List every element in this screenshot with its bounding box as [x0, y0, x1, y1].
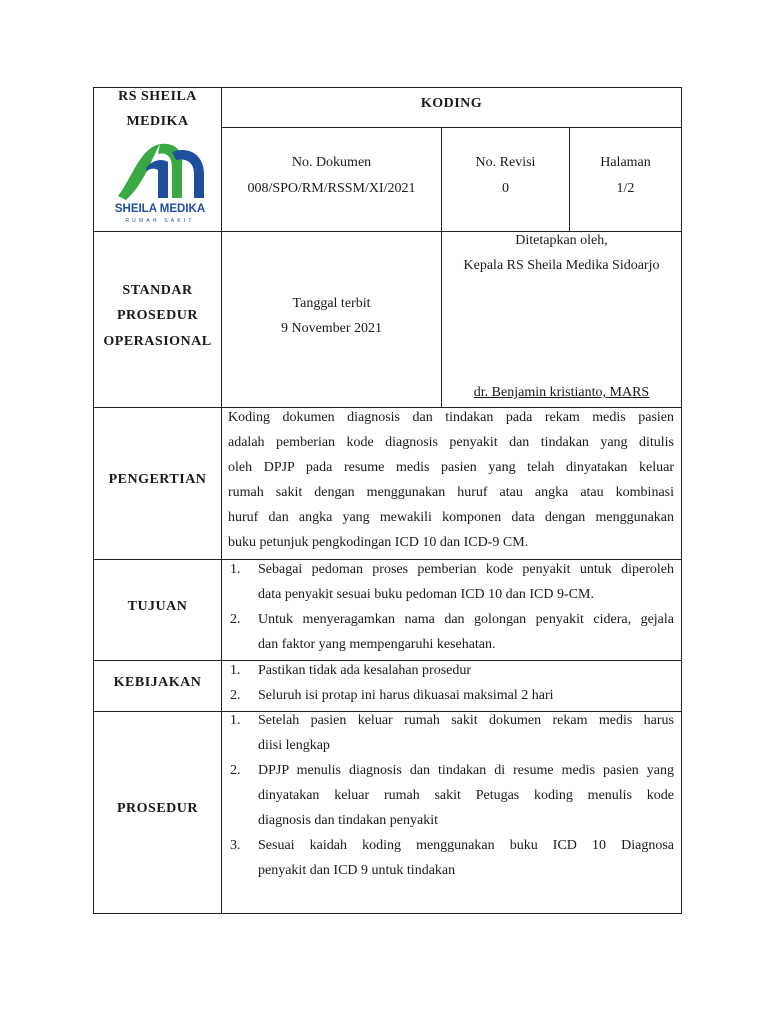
tujuan-item-line: Untuk menyeragamkan nama dan golongan penyakit cidera, gejala: [258, 612, 674, 627]
border-left: [93, 87, 94, 914]
prosedur-item-line: penyakit dan ICD 9 untuk tindakan: [258, 863, 456, 878]
pengertian-line: oleh DPJP pada resume medis pasien yang telah dinyatakan keluar: [228, 460, 674, 475]
prosedur-item-line: DPJP menulis diagnosis dan tindakan di resume medis pasien yang: [258, 763, 674, 778]
pengertian-line: adalah pemberian kode diagnosis penyakit dan tindakan yang ditulis: [228, 435, 674, 450]
tujuan-item-number: 2.: [230, 612, 241, 627]
prosedur-item-number: 2.: [230, 763, 241, 778]
logo-text: SHEILA MEDIKA: [114, 203, 206, 215]
no-dokumen-value: 008/SPO/RM/RSSM/XI/2021: [247, 181, 416, 196]
kebijakan-item-line: Pastikan tidak ada kesalahan prosedur: [258, 663, 472, 678]
prosedur-item-line: diagnosis dan tindakan penyakit: [258, 813, 439, 828]
kebijakan-item-line: Seluruh isi protap ini harus dikuasai maksimal 2 hari: [258, 688, 554, 703]
hospital-logo: [112, 138, 208, 228]
tujuan-item-line: data penyakit sesuai buku pedoman ICD 10 dan ICD 9-CM.: [258, 587, 594, 602]
ditetapkan-oleh: Ditetapkan oleh,: [515, 233, 608, 248]
prosedur-item-line: Setelah pasien keluar rumah sakit dokumen rekam medis harus: [258, 713, 674, 728]
pengertian-line: Koding dokumen diagnosis dan tindakan pada rekam medis pasien: [228, 410, 674, 425]
document-title: KODING: [420, 96, 483, 111]
no-revisi-value: 0: [502, 181, 509, 196]
ditetapkan-jabatan: Kepala RS Sheila Medika Sidoarjo: [463, 258, 660, 273]
tanggal-terbit-value: 9 November 2021: [280, 321, 383, 336]
prosedur-item-line: Sesuai kaidah koding menggunakan buku ICD 10 Diagnosa: [258, 838, 674, 853]
tujuan-item-line: Sebagai pedoman proses pemberian kode penyakit untuk diperoleh: [258, 562, 674, 577]
pengertian-line: rumah sakit dengan menggunakan huruf atau angka atau kombinasi: [228, 485, 674, 500]
kebijakan-label: KEBIJAKAN: [113, 675, 202, 690]
spo-label-line1: STANDAR: [122, 283, 193, 298]
prosedur-item-line: dinyatakan keluar rumah sakit Petugas koding menulis kode: [258, 788, 674, 803]
pengertian-line: huruf dan angka yang mewakili komponen data dengan menggunakan: [228, 510, 674, 525]
border-right: [681, 87, 682, 914]
pengertian-label: PENGERTIAN: [108, 472, 207, 487]
prosedur-item-line: diisi lengkap: [258, 738, 330, 753]
border-bottom: [93, 913, 682, 914]
prosedur-label: PROSEDUR: [116, 801, 198, 816]
spo-label-line2: PROSEDUR: [116, 308, 198, 323]
signatory-name: dr. Benjamin kristianto, MARS: [473, 385, 650, 400]
kebijakan-item-number: 2.: [230, 688, 241, 703]
prosedur-item-number: 1.: [230, 713, 241, 728]
halaman-label: Halaman: [600, 155, 651, 170]
tujuan-label: TUJUAN: [127, 599, 188, 614]
tujuan-item-line: dan faktor yang mempengaruhi kesehatan.: [258, 637, 496, 652]
halaman-value: 1/2: [616, 181, 635, 196]
hospital-name-line1: RS SHEILA: [118, 89, 197, 104]
prosedur-item-number: 3.: [230, 838, 241, 853]
tujuan-item-number: 1.: [230, 562, 241, 577]
logo-subtext: RUMAH SAKIT: [125, 218, 195, 224]
no-dokumen-label: No. Dokumen: [291, 155, 372, 170]
tanggal-terbit-label: Tanggal terbit: [292, 296, 371, 311]
spo-label-line3: OPERASIONAL: [103, 334, 212, 349]
pengertian-line: buku petunjuk pengkodingan ICD 10 dan ICD-9 CM.: [228, 535, 529, 550]
border-title-bottom: [221, 127, 682, 128]
no-revisi-label: No. Revisi: [475, 155, 536, 170]
kebijakan-item-number: 1.: [230, 663, 241, 678]
border-col-divider: [221, 87, 222, 914]
hospital-name-line2: MEDIKA: [126, 114, 189, 129]
